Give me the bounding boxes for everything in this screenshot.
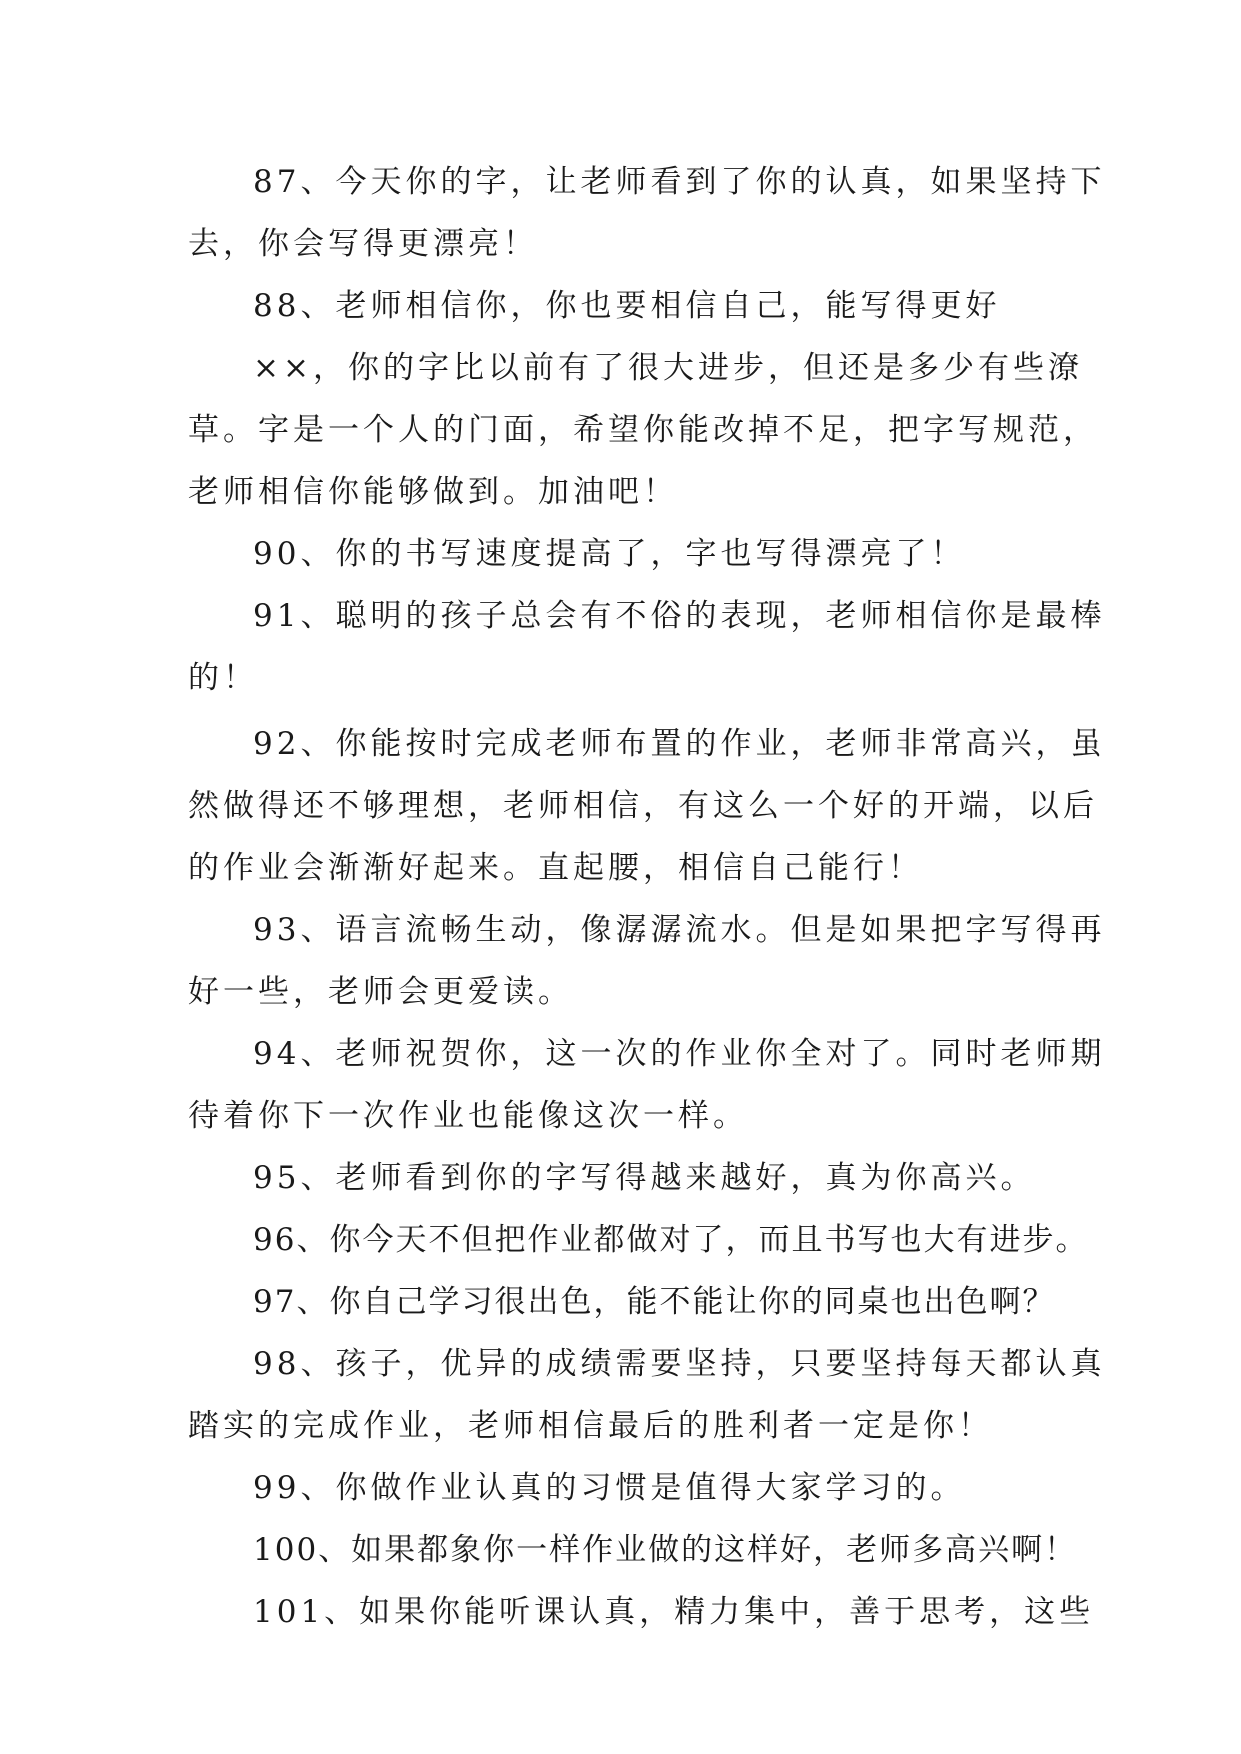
text-line-12: 的作业会渐渐好起来。直起腰，相信自己能行！	[188, 850, 923, 886]
text-line-10: 92、你能按时完成老师布置的作业，老师非常高兴，虽	[253, 726, 1106, 762]
text-line-2: 去，你会写得更漂亮！	[188, 226, 538, 262]
text-line-24: 101、如果你能听课认真，精力集中，善于思考，这些	[253, 1594, 1095, 1630]
text-line-16: 待着你下一次作业也能像这次一样。	[188, 1098, 748, 1134]
text-line-22: 99、你做作业认真的习惯是值得大家学习的。	[253, 1470, 966, 1506]
text-line-9: 的！	[188, 660, 258, 696]
text-line-7: 90、你的书写速度提高了，字也写得漂亮了！	[253, 536, 966, 572]
text-line-23: 100、如果都象你一样作业做的这样好，老师多高兴啊！	[253, 1532, 1078, 1568]
text-line-14: 好一些，老师会更爱读。	[188, 974, 573, 1010]
text-line-18: 96、你今天不但把作业都做对了，而且书写也大有进步。	[253, 1222, 1089, 1258]
text-line-17: 95、老师看到你的字写得越来越好，真为你高兴。	[253, 1160, 1036, 1196]
text-line-15: 94、老师祝贺你，这一次的作业你全对了。同时老师期	[253, 1036, 1106, 1072]
text-line-6: 老师相信你能够做到。加油吧！	[188, 474, 678, 510]
text-line-21: 踏实的完成作业，老师相信最后的胜利者一定是你！	[188, 1408, 993, 1444]
text-line-3: 88、老师相信你，你也要相信自己，能写得更好	[253, 288, 1001, 324]
text-line-20: 98、孩子，优异的成绩需要坚持，只要坚持每天都认真	[253, 1346, 1106, 1382]
text-line-1: 87、今天你的字，让老师看到了你的认真，如果坚持下	[253, 164, 1106, 200]
text-line-8: 91、聪明的孩子总会有不俗的表现，老师相信你是最棒	[253, 598, 1106, 634]
text-line-5: 草。字是一个人的门面，希望你能改掉不足，把字写规范，	[188, 412, 1098, 448]
text-line-4: ××，你的字比以前有了很大进步，但还是多少有些潦	[253, 350, 1083, 386]
text-line-19: 97、你自己学习很出色，能不能让你的同桌也出色啊？	[253, 1284, 1056, 1320]
text-line-13: 93、语言流畅生动，像潺潺流水。但是如果把字写得再	[253, 912, 1106, 948]
text-line-11: 然做得还不够理想，老师相信，有这么一个好的开端，以后	[188, 788, 1098, 824]
